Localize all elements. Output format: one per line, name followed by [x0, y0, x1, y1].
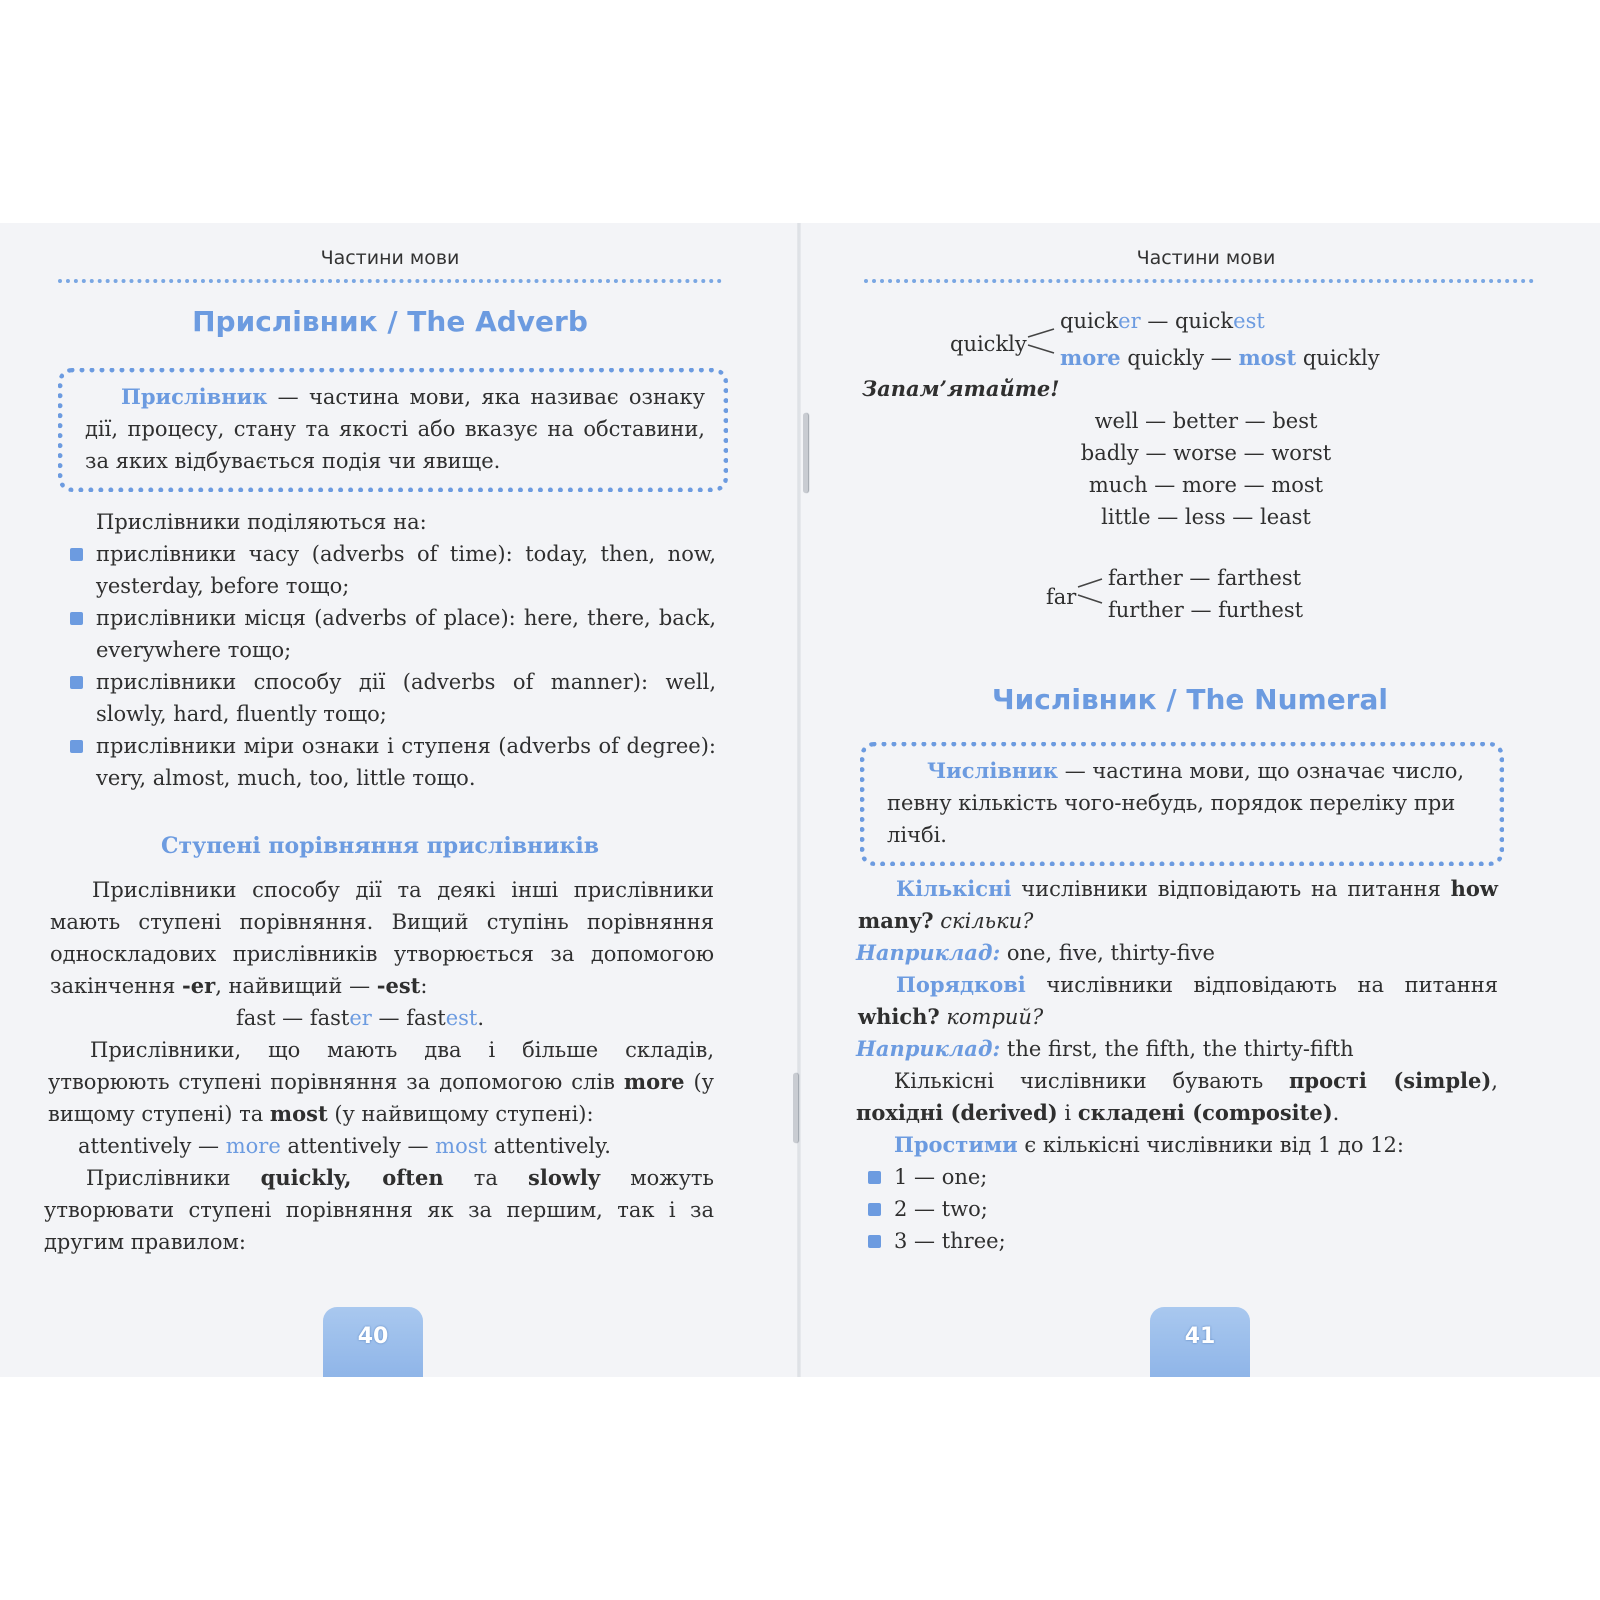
text-run: which? [858, 1004, 940, 1029]
text-run: — quick [1140, 309, 1234, 333]
cardinal-paragraph [858, 873, 1498, 937]
text-run: числівники відповідають на питання [1025, 973, 1498, 997]
example-attentively [78, 1130, 611, 1162]
text-run: -est [376, 973, 421, 998]
definition-text: — частина мови, що означає число, певну кількість чого-небудь, порядок переліку при лічбі. [887, 759, 1465, 847]
text-run: можуть утворювати ступені порівняння як за першим, так і за другим правилом: [44, 1166, 714, 1254]
far-row-1: farther — farthest [1108, 566, 1302, 590]
text-run: quickly, often [260, 1165, 444, 1190]
list-item: 3 — three; [866, 1225, 1166, 1257]
text-run: — fast [371, 1006, 446, 1030]
list-item: прислівники часу (adverbs of time): today, then, now, yesterday, before тощо; [68, 538, 716, 602]
text-run: est [445, 1006, 478, 1030]
text-run: прості (simple) [1289, 1068, 1492, 1093]
text-run: (у найвищому ступені): [327, 1102, 594, 1126]
section-title: Прислівник / The Adverb [192, 305, 588, 338]
text-run: one, five, thirty-five [1000, 941, 1215, 965]
text-run: most [435, 1134, 487, 1158]
text-run: quick [1060, 309, 1119, 333]
text-run: fast — fast [236, 1006, 350, 1030]
text-run: похідні (derived) [856, 1100, 1058, 1125]
text-run: most [1238, 345, 1297, 370]
far-row-2: further — furthest [1108, 598, 1304, 622]
branch-lines [1076, 569, 1110, 615]
text-run: і [1057, 1101, 1078, 1125]
text-run: quickly [1296, 346, 1380, 370]
right-page [800, 223, 1600, 1377]
text-run: . [477, 1006, 485, 1030]
section-title: Числівник / The Numeral [992, 683, 1388, 716]
list-item: прислівники способу дії (adverbs of manner): well, slowly, hard, fluently тощо; [68, 666, 716, 730]
definition-term: Прислівник [121, 384, 268, 409]
text-run: most [269, 1101, 328, 1126]
subheading: Ступені порівняння прислівників [160, 833, 600, 859]
page-number-tab: 40 [323, 1307, 423, 1377]
numbers-list [866, 1161, 1166, 1257]
text-run: , [1491, 1069, 1498, 1093]
text-run: , найвищий — [215, 974, 377, 998]
text-run: Наприклад: [856, 1036, 1001, 1061]
text-run: складені (composite) [1077, 1100, 1333, 1125]
remember-label: Запам’ятайте! [862, 376, 1060, 401]
text-run: котрий? [939, 1005, 1044, 1029]
book-spread [0, 223, 1600, 1377]
list-item: 1 — one; [866, 1161, 1166, 1193]
page-number-tab: 41 [1150, 1307, 1250, 1377]
definition-term: Числівник [927, 758, 1059, 783]
branch-lines [1026, 319, 1062, 365]
text-run: Простими [894, 1132, 1018, 1157]
dotted-rule [58, 279, 722, 283]
running-head: Частини мови [1136, 247, 1276, 269]
kinds-paragraph [856, 1065, 1498, 1129]
text-run: Наприклад: [856, 940, 1001, 965]
text-run: скільки? [933, 909, 1034, 933]
simple-paragraph [894, 1129, 1404, 1161]
text-run: Прислівники способу дії та деякі інші прислівники мають ступені порівняння. Вищий ступінь порівняння односкладових прислівників утворюється за допомогою закінчення [50, 878, 714, 998]
list-item: 2 — two; [866, 1193, 1166, 1225]
definition-box [860, 742, 1504, 866]
text-run: : [420, 974, 428, 998]
far-base: far [1046, 585, 1077, 609]
irregular-row: little — less — least [1101, 505, 1311, 529]
left-page [0, 223, 798, 1377]
example-fast [236, 1002, 484, 1034]
text-run: та [443, 1166, 529, 1190]
text-run: more [1060, 345, 1121, 370]
dotted-rule [864, 279, 1534, 283]
text-run: quickly — [1120, 346, 1239, 370]
intro-text: Прислівники поділяються на: [96, 510, 427, 534]
text-run: Порядкові [896, 972, 1026, 997]
definition-text: — частина мови, яка називає ознаку дії, процесу, стану та якості або вказує на обставини, за яких відбувається подія чи явище. [85, 385, 705, 473]
list-item: прислівники міри ознаки і ступеня (adverbs of degree): very, almost, much, too, little тощо. [68, 730, 716, 794]
text-run: є кількісні числівники від 1 до 12: [1017, 1133, 1404, 1157]
adverb-types-list [68, 538, 716, 794]
text-run: how many? [858, 876, 1498, 933]
paragraph-3 [44, 1162, 714, 1258]
definition-box [58, 368, 728, 492]
list-item: прислівники місця (adverbs of place): here, there, back, everywhere тощо; [68, 602, 716, 666]
text-run: slowly [528, 1165, 601, 1190]
irregular-row: well — better — best [1094, 409, 1318, 433]
text-run: числівники відповідають на питання [1011, 877, 1451, 901]
paragraph-1 [50, 874, 714, 1002]
quickly-row-1 [1060, 305, 1265, 337]
text-run: more [623, 1069, 685, 1094]
text-run: attentively — [78, 1134, 226, 1158]
ordinal-paragraph [858, 969, 1498, 1033]
text-run: Прислівники, що мають два і більше складів, утворюють ступені порівняння за допомогою слів [48, 1038, 714, 1094]
quickly-row-2 [1060, 342, 1380, 374]
text-run: the first, the fifth, the thirty-fifth [1000, 1037, 1354, 1061]
text-run: er [1118, 309, 1141, 333]
irregular-row: much — more — most [1088, 473, 1324, 497]
text-run: -er [182, 973, 216, 998]
text-run: Прислівники [86, 1166, 261, 1190]
text-run: Кількісні [896, 876, 1012, 901]
text-run: (у вищому ступені) та [48, 1070, 714, 1126]
text-run: more [225, 1134, 281, 1158]
ordinal-example [856, 1033, 1354, 1065]
text-run: est [1233, 309, 1265, 333]
text-run: attentively. [486, 1134, 611, 1158]
text-run: . [1332, 1101, 1340, 1125]
cardinal-example [856, 937, 1215, 969]
text-run: er [349, 1006, 372, 1030]
staple [793, 1073, 798, 1143]
text-run: attentively — [280, 1134, 436, 1158]
quickly-base: quickly [950, 332, 1027, 356]
text-run: Кількісні числівники бувають [894, 1069, 1290, 1093]
running-head: Частини мови [320, 247, 460, 269]
paragraph-2 [48, 1034, 714, 1130]
irregular-row: badly — worse — worst [1080, 441, 1332, 465]
